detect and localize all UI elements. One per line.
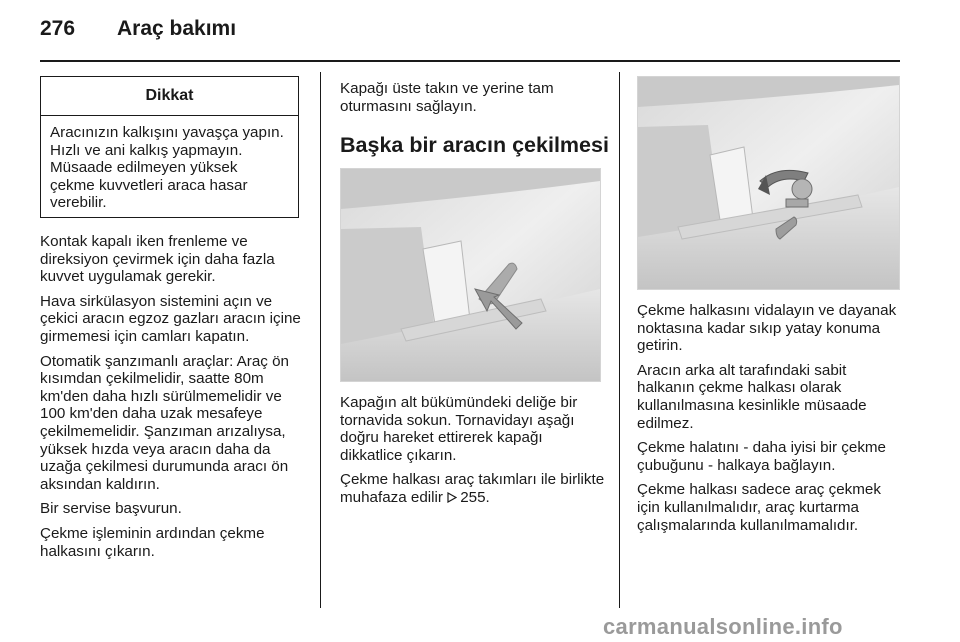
- left-column: [40, 233, 310, 567]
- column-divider-right: [619, 72, 620, 608]
- paragraph-rear-ring: Aracın arka alt tarafındaki sabit halkanın çekme halkası olarak kullanılmasına kesinlikle müsaade edilmez.: [637, 361, 867, 432]
- section-heading: Başka bir aracın çekilmesi: [340, 133, 609, 157]
- storage-text: Çekme halkası araç takımları ile birlikte muhafaza edilir: [340, 471, 605, 506]
- warning-title: Dikkat: [41, 77, 298, 116]
- chapter-title: Araç bakımı: [117, 17, 237, 40]
- triangle-reference-icon: [447, 492, 457, 503]
- paragraph-remove-eye: Çekme işleminin ardından çekme halkasını çıkarın.: [40, 524, 265, 560]
- middle-column-bottom: [340, 394, 608, 514]
- page-number: 276: [40, 17, 76, 40]
- paragraph-storage: [340, 471, 608, 506]
- paragraph-screw-in: Çekme halkasını vidalayın ve dayanak noktasına kadar sıkıp yatay konuma getirin.: [637, 302, 897, 355]
- paragraph-screwdriver: Kapağın alt bükümündeki deliğe bir tornavida sokun. Tornavidayı aşağı doğru hareket ettirerek kapağı dikkatlice çıkarın.: [340, 394, 578, 464]
- paragraph-braking: Kontak kapalı iken frenleme ve direksiyon çevirmek için daha fazla kuvvet uygulamak gerekir.: [40, 233, 275, 286]
- paragraph-ventilation: Hava sirkülasyon sistemini açın ve çekici aracın egzoz gazları aracın içine girmemesi için camları kapatın.: [40, 292, 301, 345]
- header-rule: [40, 60, 900, 62]
- bumper-cover-photo: [340, 168, 601, 382]
- paragraph-service: Bir servise başvurun.: [40, 500, 182, 518]
- page-reference[interactable]: 255.: [460, 488, 490, 506]
- tow-eye-photo: [637, 76, 900, 290]
- paragraph-cover: Kapağı üste takın ve yerine tam oturmasını sağlayın.: [340, 80, 554, 115]
- warning-box: [40, 76, 299, 218]
- right-column: [637, 302, 907, 541]
- paragraph-tow-only: Çekme halkası sadece araç çekmek için kullanılmalıdır, araç kurtarma çalışmalarında kullanılmamalıdır.: [637, 481, 881, 534]
- column-divider-left: [320, 72, 321, 608]
- warning-text: Aracınızın kalkışını yavaşça yapın. Hızlı ve ani kalkış yapmayın. Müsaade edilmeyen yüksek çekme kuvvetleri araca hasar verebilir.: [50, 124, 284, 212]
- middle-column-top: [340, 80, 608, 122]
- watermark-text: carmanualsonline.info: [603, 614, 843, 639]
- paragraph-tow-rope: Çekme halatını - daha iyisi bir çekme çubuğunu - halkaya bağlayın.: [637, 439, 887, 474]
- paragraph-automatic: Otomatik şanzımanlı araçlar: Araç ön kısımdan çekilmelidir, saatte 80m km'den daha hızlı sürülmemelidir ve 100 km'den daha uzak mesafeye çekilmemelidir. Şanzıman arızalıysa, yüksek hızda veya aracın daha da uzağa çekilmesi durumunda aracı ön aksından kaldırın.: [40, 352, 290, 493]
